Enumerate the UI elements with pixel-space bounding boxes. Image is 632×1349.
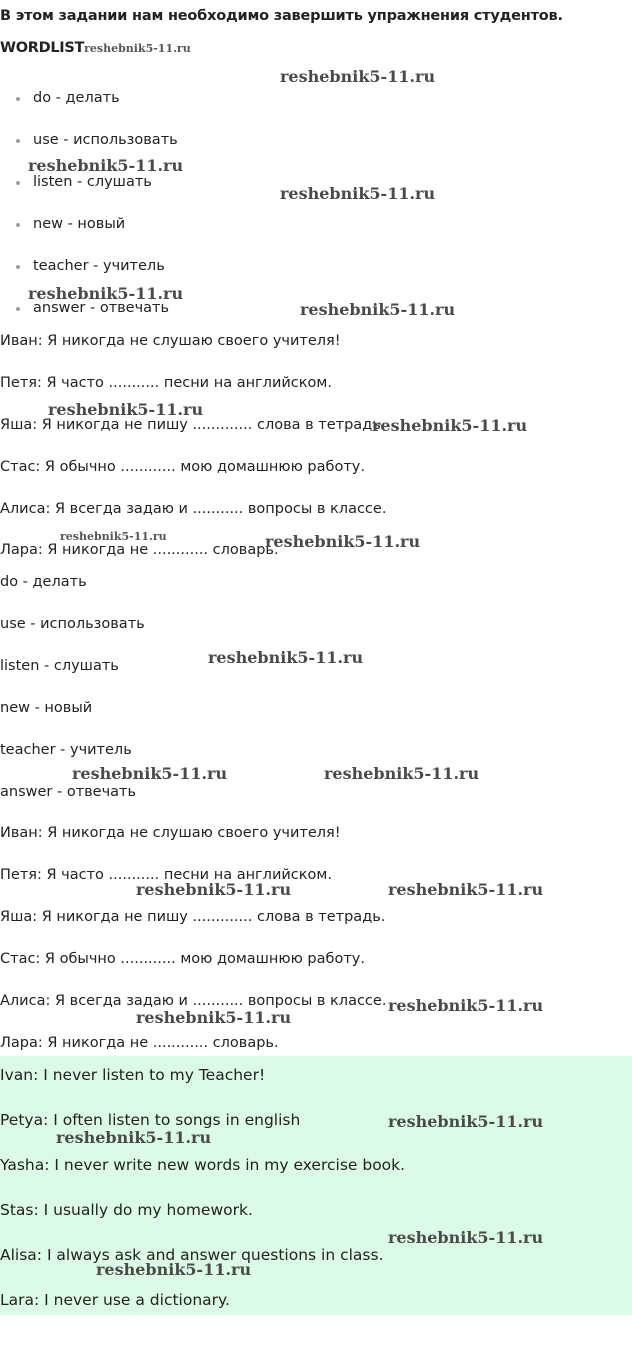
answer-line: Stas: I usually do my homework. xyxy=(0,1201,253,1219)
bullet-icon xyxy=(16,307,20,311)
exercise-line: Иван: Я никогда не слушаю своего учителя! xyxy=(0,333,341,349)
word-pair-line: do - делать xyxy=(0,574,87,590)
bullet-icon xyxy=(16,223,20,227)
list-item xyxy=(0,215,178,257)
watermark: reshebnik5-11.ru xyxy=(208,648,364,667)
watermark: reshebnik5-11.ru xyxy=(265,532,421,551)
word-pair-line: new - новый xyxy=(0,700,93,716)
watermark: reshebnik5-11.ru xyxy=(84,42,191,55)
watermark: reshebnik5-11.ru xyxy=(136,1008,292,1027)
word-pair: listen - слушать xyxy=(33,174,152,190)
watermark: reshebnik5-11.ru xyxy=(388,1228,544,1247)
bullet-icon xyxy=(16,139,20,143)
watermark: reshebnik5-11.ru xyxy=(56,1128,212,1147)
word-pair-line: listen - слушать xyxy=(0,658,119,674)
watermark: reshebnik5-11.ru xyxy=(388,996,544,1015)
list-item xyxy=(0,173,178,215)
watermark: reshebnik5-11.ru xyxy=(280,184,436,203)
word-pair: do - делать xyxy=(33,90,120,106)
word-pair: use - использовать xyxy=(33,132,178,148)
word-pair-line: answer - отвечать xyxy=(0,784,137,800)
watermark: reshebnik5-11.ru xyxy=(388,880,544,899)
exercise-line: Яша: Я никогда не пишу ............. слова в тетрадь. xyxy=(0,909,386,925)
watermark: reshebnik5-11.ru xyxy=(28,284,184,303)
word-pair: answer - отвечать xyxy=(33,300,170,316)
watermark: reshebnik5-11.ru xyxy=(324,764,480,783)
answer-line: Yasha: I never write new words in my exercise book. xyxy=(0,1156,406,1174)
answer-line: Lara: I never use a dictionary. xyxy=(0,1291,230,1309)
list-item xyxy=(0,89,178,131)
word-pair-line: teacher - учитель xyxy=(0,742,132,758)
watermark: reshebnik5-11.ru xyxy=(280,67,436,86)
wordlist-bullets xyxy=(0,89,178,341)
exercise-line: Алиса: Я всегда задаю и ........... вопросы в классе. xyxy=(0,501,387,517)
watermark: reshebnik5-11.ru xyxy=(48,400,204,419)
watermark: reshebnik5-11.ru xyxy=(60,530,167,543)
bullet-icon xyxy=(16,265,20,269)
exercise-line: Иван: Я никогда не слушаю своего учителя! xyxy=(0,825,341,841)
answer-line: Alisa: I always ask and answer questions in class. xyxy=(0,1246,384,1264)
wordlist-heading xyxy=(0,40,191,56)
bullet-icon xyxy=(16,97,20,101)
watermark: reshebnik5-11.ru xyxy=(96,1260,252,1279)
watermark: reshebnik5-11.ru xyxy=(372,416,528,435)
exercise-line: Лара: Я никогда не ............ словарь. xyxy=(0,542,279,558)
exercise-line: Стас: Я обычно ............ мою домашнюю работу. xyxy=(0,951,365,967)
word-pair: new - новый xyxy=(33,216,126,232)
exercise-line: Петя: Я часто ........... песни на английском. xyxy=(0,867,332,883)
watermark: reshebnik5-11.ru xyxy=(72,764,228,783)
exercise-line: Яша: Я никогда не пишу ............. слова в тетрадь. xyxy=(0,417,386,433)
exercise-line: Алиса: Я всегда задаю и ........... вопросы в классе. xyxy=(0,993,387,1009)
bullet-icon xyxy=(16,181,20,185)
word-pair-line: use - использовать xyxy=(0,616,145,632)
word-pair: teacher - учитель xyxy=(33,258,165,274)
intro-text: В этом задании нам необходимо завершить упражнения студентов. xyxy=(0,8,563,24)
watermark: reshebnik5-11.ru xyxy=(300,300,456,319)
exercise-line: Стас: Я обычно ............ мою домашнюю работу. xyxy=(0,459,365,475)
answer-line: Ivan: I never listen to my Teacher! xyxy=(0,1066,266,1084)
answer-block xyxy=(0,1056,632,1315)
exercise-line: Петя: Я часто ........... песни на английском. xyxy=(0,375,332,391)
watermark: reshebnik5-11.ru xyxy=(136,880,292,899)
exercise-line: Лара: Я никогда не ............ словарь. xyxy=(0,1035,279,1051)
watermark: reshebnik5-11.ru xyxy=(28,156,184,175)
watermark: reshebnik5-11.ru xyxy=(388,1112,544,1131)
answer-line: Petya: I often listen to songs in english xyxy=(0,1111,301,1129)
wordlist-title: WORDLIST xyxy=(0,40,85,56)
